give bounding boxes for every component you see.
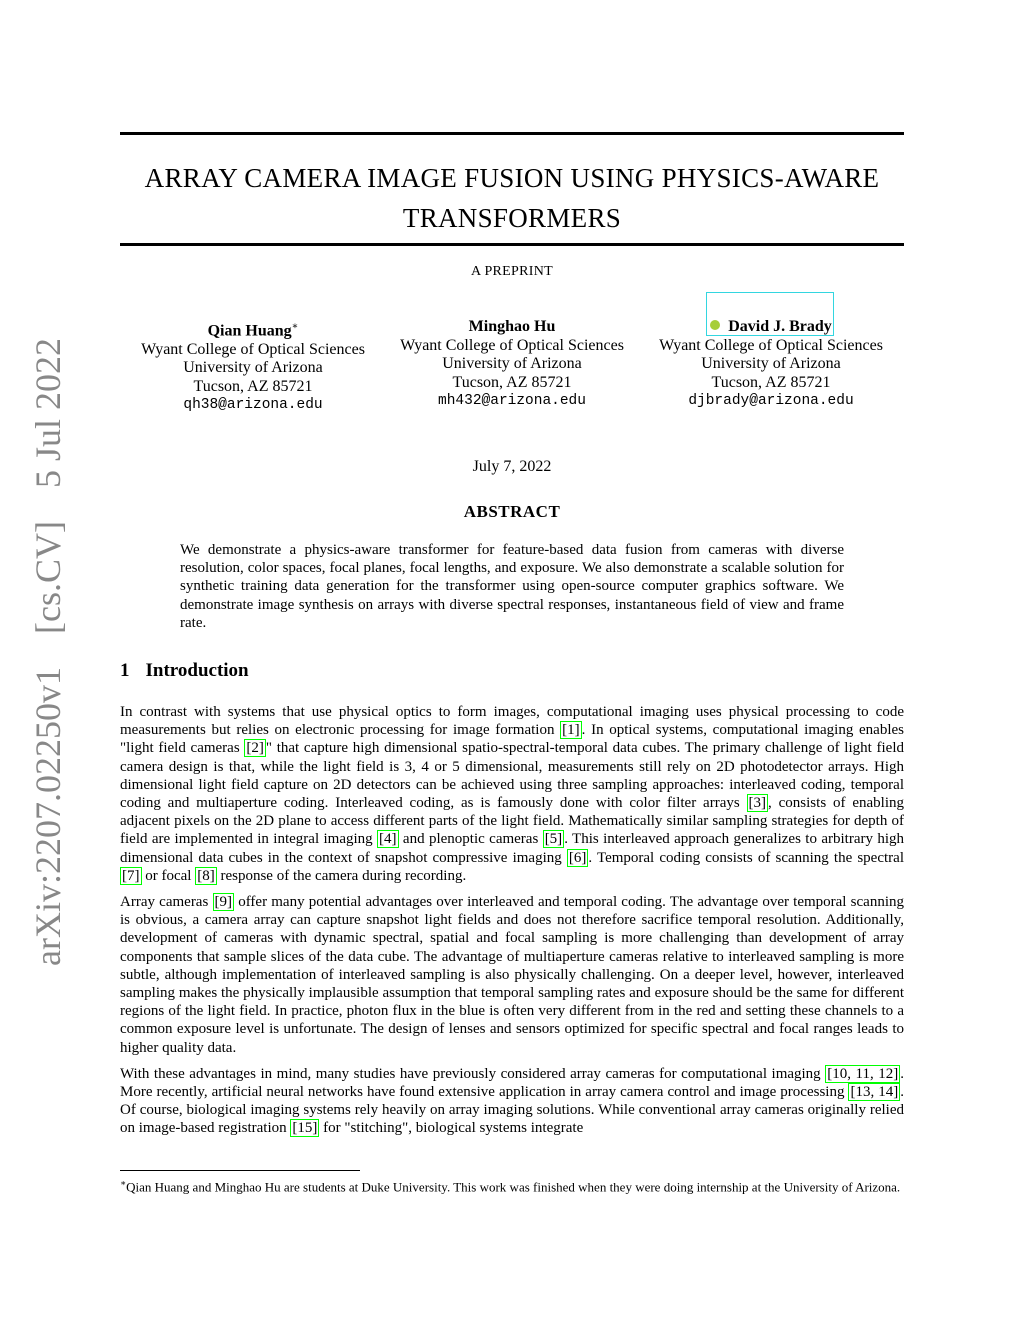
author-block-2 bbox=[387, 318, 637, 411]
title-bottom-rule bbox=[120, 243, 904, 246]
arxiv-stamp bbox=[27, 326, 69, 978]
arxiv-date: 5 Jul 2022 bbox=[28, 338, 68, 489]
title-line-2: TRANSFORMERS bbox=[402, 203, 622, 233]
author-email[interactable]: qh38@arizona.edu bbox=[183, 397, 323, 414]
citation-link[interactable]: [13, 14] bbox=[850, 1084, 899, 1101]
citation-link[interactable]: [1] bbox=[562, 722, 580, 739]
citation-link[interactable]: [10, 11, 12] bbox=[827, 1065, 899, 1082]
citation-link[interactable]: [4] bbox=[379, 831, 397, 848]
citation-link[interactable]: [9] bbox=[214, 894, 232, 911]
section-heading bbox=[120, 660, 249, 682]
author-email[interactable]: djbrady@arizona.edu bbox=[688, 393, 854, 409]
abstract-text: We demonstrate a physics-aware transformer for feature-based data fusion from cameras with diverse resolution, color spaces, focal planes, focal lengths, and exposure. We also demonstrate a scalable solution for synthetic training data generation for the transformer using open-source computer graphics software. We demonstrate image synthesis on arrays with diverse spectral responses, instantaneous field of view and frame rate. bbox=[180, 542, 844, 631]
title-line-1: ARRAY CAMERA IMAGE FUSION USING PHYSICS-AWARE bbox=[144, 163, 880, 193]
citation-link[interactable]: [8] bbox=[197, 867, 215, 884]
author-affiliation: Wyant College of Optical Sciences bbox=[141, 340, 365, 358]
body-text bbox=[120, 703, 904, 1146]
abstract-heading: ABSTRACT bbox=[463, 502, 561, 521]
author-affiliation: Wyant College of Optical Sciences bbox=[400, 336, 624, 354]
author-name[interactable]: Qian Huang bbox=[207, 322, 292, 340]
citation-link[interactable]: [15] bbox=[292, 1120, 318, 1137]
author-university: University of Arizona bbox=[701, 355, 841, 372]
author-city: Tucson, AZ 85721 bbox=[452, 373, 572, 391]
citation-link[interactable]: [6] bbox=[568, 849, 587, 866]
citation-link[interactable]: [2] bbox=[246, 740, 264, 757]
author-footnote-mark[interactable]: ∗ bbox=[291, 321, 299, 332]
paragraph: With these advantages in mind, many studies have previously considered array cameras for computational imaging [10, 11, 12] . More recently, artificial neural networks have found extensive application in array camera control and image processing [13, 14] . Of course, biological imaging systems rely heavily on array imaging solutions. While conventional array cameras originally relied on image-based registration [15] for "stitching", biological systems integrate bbox=[120, 1065, 905, 1137]
author-name: Minghao Hu bbox=[468, 318, 556, 335]
citation-link[interactable]: [7] bbox=[122, 867, 140, 884]
author-name: David J. Brady bbox=[728, 318, 832, 335]
arxiv-id: arXiv:2207.02250v1 bbox=[28, 667, 68, 966]
author-city: Tucson, AZ 85721 bbox=[711, 373, 831, 391]
orcid-link-box[interactable] bbox=[706, 292, 834, 336]
footnote-rule bbox=[120, 1170, 360, 1171]
footnote-mark: ∗ bbox=[120, 1178, 127, 1188]
arxiv-category: [cs.CV] bbox=[28, 521, 68, 635]
author-block-1 bbox=[128, 318, 378, 415]
paper-title bbox=[120, 158, 904, 238]
author-university: University of Arizona bbox=[183, 359, 323, 377]
author-university: University of Arizona bbox=[442, 355, 582, 372]
citation-link[interactable]: [3] bbox=[748, 795, 767, 812]
title-top-rule bbox=[120, 132, 904, 135]
citation-link[interactable]: [5] bbox=[544, 831, 563, 848]
preprint-label: A PREPRINT bbox=[471, 264, 553, 279]
section-number: 1 bbox=[120, 660, 130, 681]
footnote bbox=[120, 1175, 904, 1195]
paper-date: July 7, 2022 bbox=[472, 458, 552, 475]
author-city: Tucson, AZ 85721 bbox=[193, 377, 313, 395]
paragraph: Array cameras [9] offer many potential advantages over interleaved and temporal coding. The advantage over temporal scanning is obvious, a camera array can capture snapshot light fields and does not therefore sacrifice temporal resolution. Additionally, development of cameras with dynamic spectral, spatial and focal sampling is more challenging than development of array components that sample slices of the data cube. The advantage of multiaperture cameras relative to interleaved sampling is more subtle, although implementation of interleaved sampling is also physically challenging. On a deeper level, however, interleaved sampling makes the physically implausible assumption that temporal sampling rates and exposure should be the same for different regions of the light field. In practice, photon flux in the blue is often very different from in the red and setting these channels to a common exposure level is unfortunate. The design of lenses and sensors optimized for specific spectral and focal ranges leads to higher quality data. bbox=[120, 894, 904, 1056]
paragraph: In contrast with systems that use physical optics to form images, computational imaging uses physical processing to code measurements but relies on electronic processing for image formation [1] . In optical systems, computational imaging enables "light field cameras [2] " that capture high dimensional spatio-spectral-temporal data cubes. The primary challenge of light field camera design is that, while the light field is 3, 4 or 5 dimensional, measurements still rely on 2D photodetector arrays. High dimensional light field capture on 2D detectors can be achieved using three sampling approaches: interleaved coding, temporal coding and multiaperture coding. Interleaved coding, as is famously done with color filter arrays [3] , consists of enabling adjacent pixels on the 2D plane to access different parts of the light field. Mathematically similar sampling strategies for depth of field are implemented in integral imaging [4] and plenoptic cameras [5] . This interleaved approach generalizes to arbitrary high dimensional data cubes in the context of snapshot compressive imaging [6] . Temporal coding consists of scanning the spectral [7] or focal [8] response of the camera during recording. bbox=[120, 704, 905, 884]
author-affiliation: Wyant College of Optical Sciences bbox=[659, 336, 883, 354]
author-email[interactable]: mh432@arizona.edu bbox=[438, 393, 586, 409]
footnote-text: Qian Huang and Minghao Hu are students at Duke University. This work was finished when they were doing internship at the University of Arizona. bbox=[126, 1179, 901, 1195]
section-title: Introduction bbox=[145, 660, 249, 681]
